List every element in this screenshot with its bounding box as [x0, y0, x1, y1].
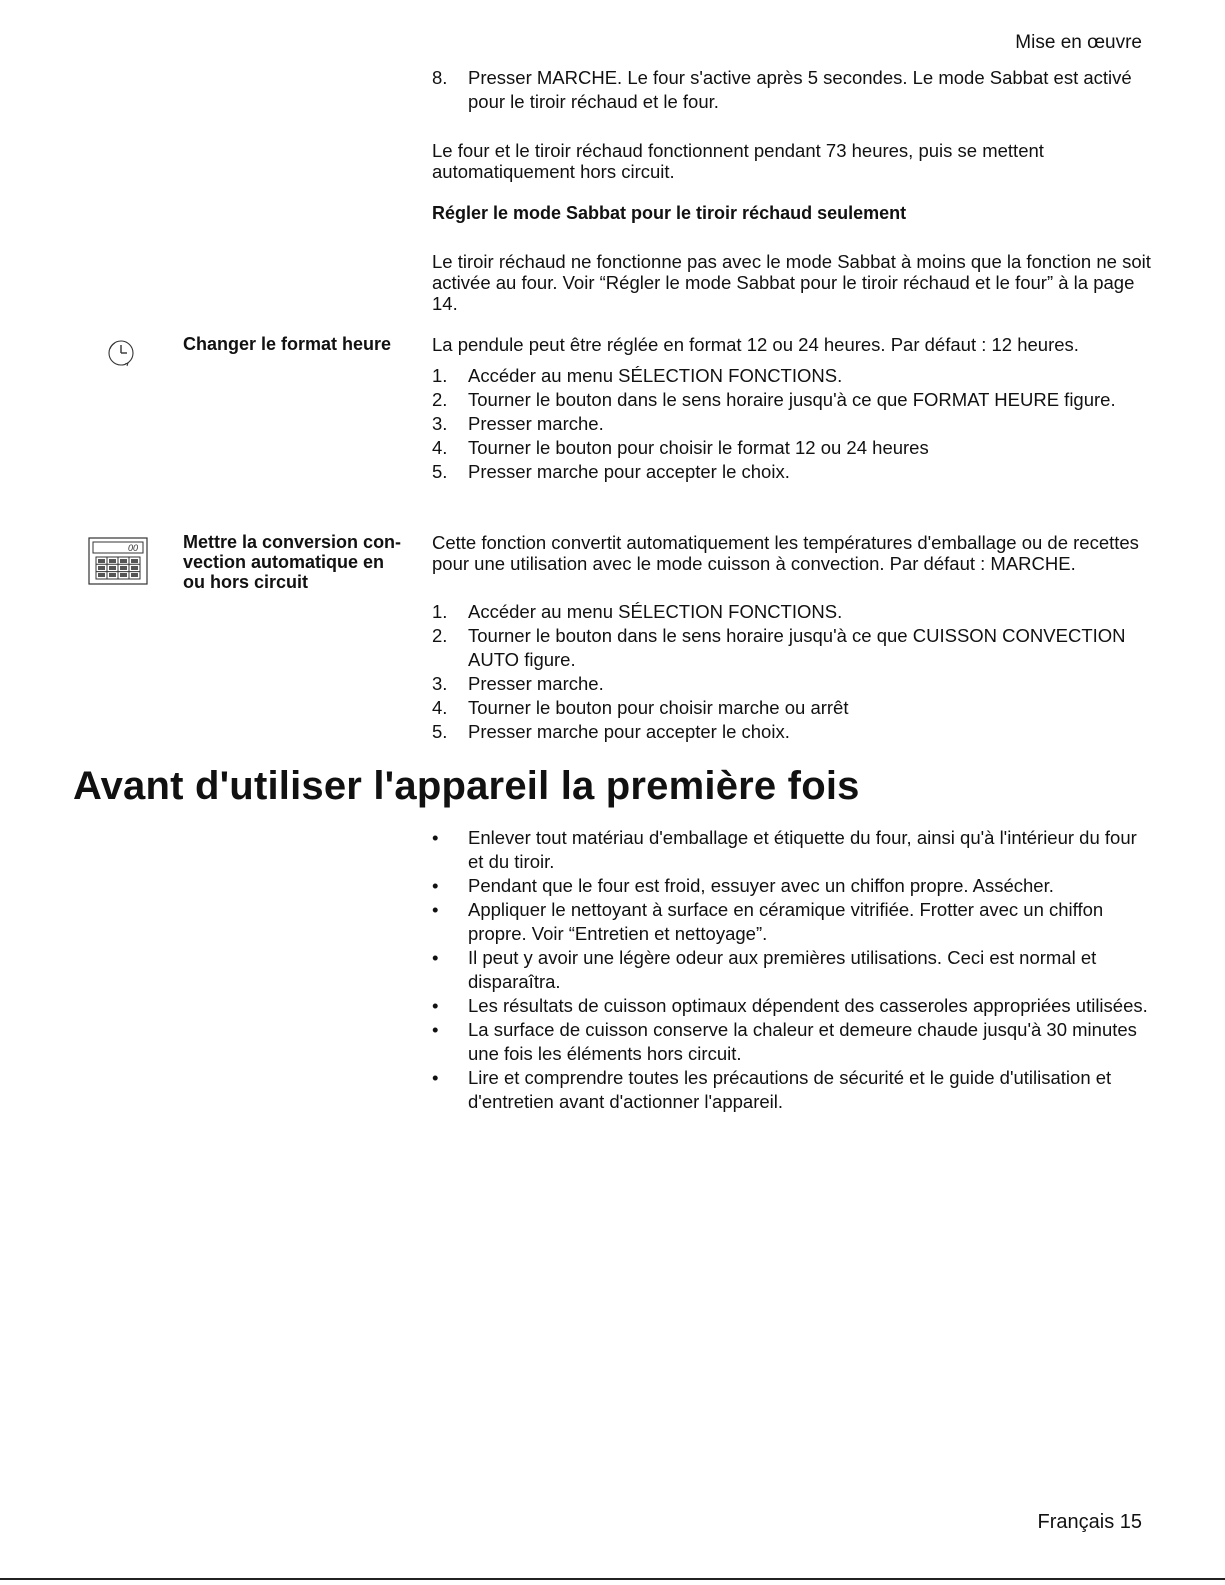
bullet-text: La surface de cuisson conserve la chaleur et demeure chaude jusqu'à 30 minutes une fois les éléments hors circuit.: [468, 1019, 1137, 1064]
paragraph: Le tiroir réchaud ne fonctionne pas avec le mode Sabbat à moins que la fonction ne soit activée au four. Voir “Régler le mode Sabbat pour le tiroir réchaud et le four” à la page 14.: [432, 251, 1151, 314]
section-label: Changer le format heure: [183, 334, 392, 354]
list-item: [432, 460, 1152, 484]
section-title: Avant d'utiliser l'appareil la première fois: [73, 764, 860, 808]
list-item: [432, 898, 1152, 946]
bullet-text: Appliquer le nettoyant à surface en céramique vitrifiée. Frotter avec un chiffon propre. Voir “Entretien et nettoyage”.: [468, 899, 1104, 944]
step-text: Tourner le bouton pour choisir marche ou arrêt: [468, 697, 849, 718]
step-text: Tourner le bouton dans le sens horaire jusqu'à ce que CUISSON CONVECTION AUTO figure.: [468, 625, 1126, 670]
subheading: Régler le mode Sabbat pour le tiroir réchaud seulement: [432, 203, 907, 223]
list-item: [432, 1066, 1152, 1114]
bullet: •: [432, 875, 439, 896]
step-text: Accéder au menu SÉLECTION FONCTIONS.: [468, 365, 843, 386]
svg-text:00: 00: [127, 543, 138, 553]
label-line: Mettre la conversion con-: [183, 532, 402, 552]
time-format-steps: [432, 364, 1152, 484]
step-text: Accéder au menu SÉLECTION FONCTIONS.: [468, 601, 843, 622]
list-item: [432, 696, 1152, 720]
continued-steps: [432, 66, 1152, 114]
step-text: Tourner le bouton pour choisir le format 12 ou 24 heures: [468, 437, 929, 458]
list-item: [432, 1018, 1152, 1066]
bullet: •: [432, 899, 439, 920]
paragraph: Cette fonction convertit automatiquement les températures d'emballage ou de recettes pour une utilisation avec le mode cuisson à convection. Par défaut : MARCHE.: [432, 532, 1139, 574]
bullet-text: Lire et comprendre toutes les précautions de sécurité et le guide d'utilisation et d'entretien avant d'actionner l'appareil.: [468, 1067, 1112, 1112]
step-text: Presser marche.: [468, 413, 604, 434]
list-item: [432, 994, 1152, 1018]
list-item: [432, 388, 1152, 412]
bullet: •: [432, 947, 439, 968]
section-label: [183, 532, 428, 592]
bullet-text: Pendant que le four est froid, essuyer avec un chiffon propre. Assécher.: [468, 875, 1054, 896]
step-text: Presser marche.: [468, 673, 604, 694]
step-number: 2.: [432, 389, 448, 410]
page-number: Français 15: [1037, 1511, 1142, 1533]
list-item: [432, 364, 1152, 388]
step-number: 1.: [432, 601, 448, 622]
step-number: 4.: [432, 697, 448, 718]
list-item: [432, 672, 1152, 696]
bullet: •: [432, 1019, 439, 1040]
bullet-text: Les résultats de cuisson optimaux dépendent des casseroles appropriées utilisées.: [468, 995, 1148, 1016]
step-number: 4.: [432, 437, 448, 458]
preparation-bullets: [432, 826, 1152, 1114]
paragraph: Le four et le tiroir réchaud fonctionnent pendant 73 heures, puis se mettent automatiquement hors circuit.: [432, 140, 1044, 182]
bullet: •: [432, 1067, 439, 1088]
running-header: Mise en œuvre: [1015, 32, 1142, 53]
convection-steps: [432, 600, 1152, 744]
list-item: [432, 946, 1152, 994]
step-text: Presser marche pour accepter le choix.: [468, 461, 790, 482]
list-item: [432, 874, 1152, 898]
list-item: [432, 66, 1152, 114]
list-item: [432, 412, 1152, 436]
bullet-text: Enlever tout matériau d'emballage et étiquette du four, ainsi qu'à l'intérieur du four et du tiroir.: [468, 827, 1137, 872]
step-number: 5.: [432, 721, 448, 742]
label-line: vection automatique en: [183, 552, 385, 572]
step-text: Presser marche pour accepter le choix.: [468, 721, 790, 742]
step-number: 8.: [432, 67, 448, 88]
label-line: ou hors circuit: [183, 572, 309, 592]
page-bottom-rule: [0, 1578, 1225, 1580]
step-number: 3.: [432, 673, 448, 694]
list-item: [432, 826, 1152, 874]
step-number: 2.: [432, 625, 448, 646]
paragraph: La pendule peut être réglée en format 12 ou 24 heures. Par défaut : 12 heures.: [432, 334, 1079, 355]
list-item: [432, 624, 1152, 672]
step-number: 5.: [432, 461, 448, 482]
control-panel-icon: [88, 537, 148, 590]
list-item: [432, 720, 1152, 744]
bullet: •: [432, 827, 439, 848]
clock-icon: [106, 338, 136, 373]
step-number: 3.: [432, 413, 448, 434]
step-text: Tourner le bouton dans le sens horaire jusqu'à ce que FORMAT HEURE figure.: [468, 389, 1116, 410]
list-item: [432, 436, 1152, 460]
step-text: Presser MARCHE. Le four s'active après 5 secondes. Le mode Sabbat est activé pour le tiroir réchaud et le four.: [468, 67, 1132, 112]
bullet-text: Il peut y avoir une légère odeur aux premières utilisations. Ceci est normal et disparaîtra.: [468, 947, 1097, 992]
list-item: [432, 600, 1152, 624]
step-number: 1.: [432, 365, 448, 386]
bullet: •: [432, 995, 439, 1016]
